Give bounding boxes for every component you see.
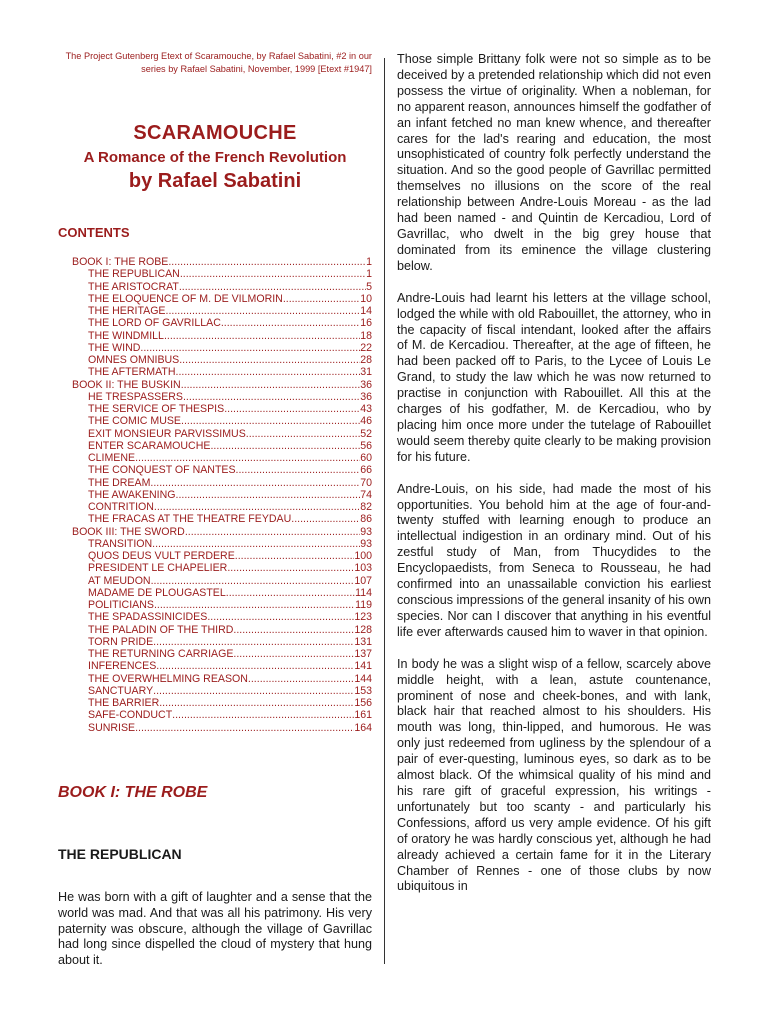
toc-page-number: 128 bbox=[354, 623, 372, 636]
toc-entry-title: THE WINDMILL bbox=[88, 329, 164, 342]
toc-chapter-link[interactable] bbox=[72, 452, 372, 464]
toc-page-number: 43 bbox=[360, 403, 372, 415]
toc-entry-title: THE DREAM bbox=[88, 476, 151, 489]
toc-page-number: 107 bbox=[354, 574, 372, 587]
toc-leader-dots bbox=[153, 685, 354, 697]
toc-entry-title: THE AWAKENING bbox=[88, 488, 176, 501]
toc-leader-dots bbox=[135, 722, 354, 734]
toc-chapter-link[interactable] bbox=[72, 403, 372, 415]
toc-entry-title: PRESIDENT LE CHAPELIER bbox=[88, 562, 228, 575]
toc-book-link[interactable] bbox=[72, 256, 372, 268]
toc-leader-dots bbox=[185, 526, 360, 538]
toc-chapter-link[interactable] bbox=[72, 722, 372, 734]
toc-chapter-link[interactable] bbox=[72, 562, 372, 574]
toc-leader-dots bbox=[164, 330, 360, 342]
toc-chapter-link[interactable] bbox=[72, 501, 372, 513]
toc-chapter-link[interactable] bbox=[72, 538, 372, 550]
toc-chapter-link[interactable] bbox=[72, 415, 372, 427]
toc-leader-dots bbox=[221, 317, 360, 329]
toc-leader-dots bbox=[224, 403, 360, 415]
toc-entry-title: EXIT MONSIEUR PARVISSIMUS bbox=[88, 427, 246, 440]
toc-chapter-link[interactable] bbox=[72, 317, 372, 329]
toc-page-number: 82 bbox=[360, 501, 372, 513]
toc-page-number: 5 bbox=[366, 280, 372, 293]
toc-leader-dots bbox=[181, 415, 360, 427]
toc-page-number: 1 bbox=[366, 268, 372, 281]
toc-leader-dots bbox=[154, 599, 355, 611]
toc-chapter-link[interactable] bbox=[72, 575, 372, 587]
toc-leader-dots bbox=[176, 489, 361, 501]
toc-chapter-link[interactable] bbox=[72, 489, 372, 501]
toc-chapter-link[interactable] bbox=[72, 464, 372, 476]
toc-page-number: 14 bbox=[360, 305, 372, 317]
toc-entry-title: THE ARISTOCRAT bbox=[88, 280, 179, 293]
toc-chapter-link[interactable] bbox=[72, 281, 372, 293]
toc-leader-dots bbox=[236, 464, 361, 476]
toc-leader-dots bbox=[166, 305, 361, 317]
toc-chapter-link[interactable] bbox=[72, 428, 372, 440]
toc-page-number: 28 bbox=[360, 354, 372, 366]
toc-page-number: 103 bbox=[354, 562, 372, 575]
toc-chapter-link[interactable] bbox=[72, 673, 372, 685]
toc-page-number: 156 bbox=[354, 697, 372, 709]
body-paragraph: Andre-Louis had learnt his letters at the village school, lodged the while with old Rabouillet, the attorney, who in the capacity of fiscal intendant, looked after the affairs of M. de Kercadiou. Thereafter, at the age of fifteen, he had been packed off to Paris, to the Lycee of Louis Le Grand, to study the law which he was now returned to practise in conjunction with Rabouillet. All this at the charges of his godfather, M. de Kercadiou, who by placing him once more under the tutelage of Rabouillet would seem thereby quite clearly to be making provision for his future. bbox=[397, 290, 711, 464]
toc-entry-title: SANCTUARY bbox=[88, 684, 154, 697]
toc-leader-dots bbox=[246, 428, 360, 440]
toc-leader-dots bbox=[235, 550, 355, 562]
toc-leader-dots bbox=[183, 391, 360, 403]
toc-leader-dots bbox=[233, 648, 354, 660]
toc-page-number: 70 bbox=[360, 476, 372, 489]
toc-chapter-link[interactable] bbox=[72, 550, 372, 562]
toc-chapter-link[interactable] bbox=[72, 342, 372, 354]
toc-chapter-link[interactable] bbox=[72, 624, 372, 636]
right-column bbox=[397, 52, 711, 895]
toc-entry-title: TORN PRIDE bbox=[88, 635, 154, 648]
toc-page-number: 74 bbox=[360, 488, 372, 501]
toc-leader-dots bbox=[140, 342, 360, 354]
toc-leader-dots bbox=[168, 256, 366, 268]
toc-chapter-link[interactable] bbox=[72, 599, 372, 611]
body-paragraph: Andre-Louis, on his side, had made the most of his opportunities. You behold him at the age of four-and-twenty stuffed with learning enough to produce an intellectual indigestion in an ordinary mind. Out of his zestful study of Man, from Thucydides to the Encyclopaedists, from Seneca to Rousseau, he had confirmed into an unassailable conviction his earliest conscious impressions of the general insanity of his own species. Nor can I discover that anything in his eventful life ever afterwards caused him to waver in that opinion. bbox=[397, 481, 711, 639]
toc-leader-dots bbox=[227, 562, 354, 574]
toc-entry-title: THE OVERWHELMING REASON bbox=[88, 672, 248, 685]
toc-book-link[interactable] bbox=[72, 379, 372, 391]
toc-entry-title: THE FRACAS AT THE THEATRE FEYDAU bbox=[88, 513, 292, 526]
toc-page-number: 46 bbox=[360, 415, 372, 428]
toc-entry-title: QUOS DEUS VULT PERDERE bbox=[88, 550, 235, 562]
toc-leader-dots bbox=[233, 624, 354, 636]
toc-entry-title: THE SPADASSINICIDES bbox=[88, 611, 208, 624]
toc-page-number: 119 bbox=[355, 599, 372, 611]
toc-page-number: 16 bbox=[360, 317, 372, 330]
toc-entry-title: THE AFTERMATH bbox=[88, 366, 176, 379]
toc-entry-title: CONTRITION bbox=[88, 501, 154, 513]
toc-page-number: 114 bbox=[355, 586, 372, 599]
toc-chapter-link[interactable] bbox=[72, 636, 372, 648]
toc-entry-title: AT MEUDON bbox=[88, 574, 151, 587]
toc-leader-dots bbox=[207, 611, 354, 623]
toc-chapter-link[interactable] bbox=[72, 440, 372, 452]
toc-entry-title: THE REPUBLICAN bbox=[88, 268, 180, 281]
toc-leader-dots bbox=[156, 660, 354, 672]
toc-leader-dots bbox=[226, 587, 355, 599]
toc-entry-title: THE WIND bbox=[88, 341, 141, 354]
toc-chapter-link[interactable] bbox=[72, 391, 372, 403]
toc-entry-title: THE PALADIN OF THE THIRD bbox=[88, 623, 234, 636]
toc-entry-title: ENTER SCARAMOUCHE bbox=[88, 439, 211, 452]
toc-leader-dots bbox=[135, 452, 360, 464]
toc-page-number: 100 bbox=[354, 550, 372, 562]
toc-chapter-link[interactable] bbox=[72, 477, 372, 489]
toc-leader-dots bbox=[181, 379, 360, 391]
toc-page-number: 93 bbox=[360, 537, 372, 550]
toc-leader-dots bbox=[283, 293, 360, 305]
header-note: The Project Gutenberg Etext of Scaramouche, by Rafael Sabatini, #2 in our series by Rafael Sabatini, November, 1999 [Etext #1947] bbox=[65, 51, 372, 74]
toc-leader-dots bbox=[151, 575, 355, 587]
toc-entry-title: THE BARRIER bbox=[88, 697, 160, 709]
book-subtitle: A Romance of the French Revolution bbox=[83, 149, 347, 166]
body-paragraph: Those simple Brittany folk were not so simple as to be deceived by a pretended relationship which did not even possess the virtue of originality. When a nobleman, for no apparent reason, announces himself the godfather of an infant fetched no man knew whence, and thereafter cares for the lad's rearing and education, the most unsophisticated of country folk perfectly understand the situation. And so the good people of Gavrillac permitted themselves no illusions on the score of the real relationship between Andre-Louis Moreau - as the lad had been named - and Quintin de Kercadiou, Lord of Gavrillac, who dwelt in the big grey house that dominated from its eminence the village clustering below. bbox=[397, 52, 711, 273]
toc-chapter-link[interactable] bbox=[72, 268, 372, 280]
toc-leader-dots bbox=[210, 440, 360, 452]
toc-page-number: 36 bbox=[360, 378, 372, 391]
book-heading: BOOK I: THE ROBE bbox=[58, 783, 208, 801]
toc-chapter-link[interactable] bbox=[72, 648, 372, 660]
toc-entry-title: BOOK I: THE ROBE bbox=[72, 256, 169, 268]
toc-entry-title: THE RETURNING CARRIAGE bbox=[88, 648, 234, 660]
toc-chapter-link[interactable] bbox=[72, 611, 372, 623]
toc-leader-dots bbox=[179, 281, 366, 293]
toc-page-number: 52 bbox=[360, 427, 372, 440]
toc-entry-title: TRANSITION bbox=[88, 537, 153, 550]
toc-entry-title: INFERENCES bbox=[88, 660, 157, 673]
toc-chapter-link[interactable] bbox=[72, 366, 372, 378]
toc-entry-title: THE CONQUEST OF NANTES bbox=[88, 464, 236, 477]
toc-page-number: 18 bbox=[360, 329, 372, 342]
toc-entry-title: BOOK III: THE SWORD bbox=[72, 525, 185, 538]
toc-leader-dots bbox=[291, 513, 360, 525]
toc-chapter-link[interactable] bbox=[72, 330, 372, 342]
toc-page-number: 10 bbox=[360, 292, 372, 305]
toc-page-number: 164 bbox=[354, 721, 372, 734]
toc-page-number: 153 bbox=[354, 684, 372, 697]
toc-entry-title: SAFE-CONDUCT bbox=[88, 709, 173, 722]
column-divider bbox=[384, 58, 385, 964]
toc-entry-title: THE LORD OF GAVRILLAC bbox=[88, 317, 221, 330]
toc-page-number: 60 bbox=[360, 452, 372, 464]
toc-chapter-link[interactable] bbox=[72, 305, 372, 317]
toc-entry-title: MADAME DE PLOUGASTEL bbox=[88, 586, 226, 599]
book-author: by Rafael Sabatini bbox=[128, 170, 302, 192]
toc-book-link[interactable] bbox=[72, 526, 372, 538]
left-column bbox=[58, 50, 372, 969]
toc-leader-dots bbox=[180, 268, 366, 280]
toc-leader-dots bbox=[179, 354, 360, 366]
toc-leader-dots bbox=[153, 636, 354, 648]
toc-leader-dots bbox=[152, 538, 360, 550]
toc-page-number: 131 bbox=[354, 635, 372, 648]
toc-leader-dots bbox=[150, 477, 360, 489]
toc-chapter-link[interactable] bbox=[72, 660, 372, 672]
toc-page-number: 93 bbox=[360, 525, 372, 538]
toc-page-number: 31 bbox=[360, 366, 372, 379]
toc-entry-title: OMNES OMNIBUS bbox=[88, 354, 180, 366]
toc-page-number: 161 bbox=[354, 709, 372, 722]
chapter-heading: THE REPUBLICAN bbox=[58, 845, 182, 862]
toc-chapter-link[interactable] bbox=[72, 513, 372, 525]
toc-entry-title: POLITICIANS bbox=[88, 599, 154, 611]
toc-entry-title: THE ELOQUENCE OF M. DE VILMORIN bbox=[88, 292, 283, 305]
toc-chapter-link[interactable] bbox=[72, 709, 372, 721]
toc-chapter-link[interactable] bbox=[72, 354, 372, 366]
toc-page-number: 1 bbox=[366, 256, 372, 268]
toc-entry-title: SUNRISE bbox=[88, 721, 136, 734]
toc-entry-title: BOOK II: THE BUSKIN bbox=[72, 378, 181, 391]
toc-entry-title: THE COMIC MUSE bbox=[88, 415, 181, 428]
toc-leader-dots bbox=[154, 501, 360, 513]
toc-entry-title: THE HERITAGE bbox=[88, 305, 166, 317]
body-paragraph: In body he was a slight wisp of a fellow, scarcely above middle height, with a lean, astute countenance, prominent of nose and cheek-bones, and with lank, black hair that reached almost to his shoulders. His mouth was long, thin-lipped, and humorous. He was only just redeemed from ugliness by the splendour of a pair of ever-questing, luminous eyes, so dark as to be almost black. Of the whimsical quality of his mind and his rare gift of graceful expression, his writings - unfortunately but too scanty - and particularly his Confessions, afford us very ample evidence. Of his gift of oratory he was hardly conscious yet, although he had already achieved a certain fame for it in the Literary Chamber of Rennes - one of those clubs by now ubiquitous in bbox=[397, 656, 711, 894]
toc-page-number: 36 bbox=[360, 390, 372, 403]
toc-page-number: 56 bbox=[360, 439, 372, 452]
toc-entry-title: THE SERVICE OF THESPIS bbox=[88, 403, 225, 415]
toc-entry-title: HE TRESPASSERS bbox=[88, 390, 183, 403]
book-title: SCARAMOUCHE bbox=[133, 122, 297, 144]
table-of-contents bbox=[72, 256, 372, 734]
toc-page-number: 141 bbox=[354, 660, 372, 673]
toc-leader-dots bbox=[159, 697, 354, 709]
body-paragraph: He was born with a gift of laughter and a sense that the world was mad. And that was all his patrimony. His very paternity was obscure, although the village of Gavrillac had long since dispelled the cloud of mystery that hung about it. bbox=[58, 889, 372, 968]
toc-chapter-link[interactable] bbox=[72, 293, 372, 305]
toc-leader-dots bbox=[176, 366, 361, 378]
toc-entry-title: CLIMENE bbox=[88, 452, 136, 464]
toc-chapter-link[interactable] bbox=[72, 697, 372, 709]
toc-chapter-link[interactable] bbox=[72, 685, 372, 697]
toc-leader-dots bbox=[172, 709, 354, 721]
toc-leader-dots bbox=[248, 673, 354, 685]
toc-page-number: 22 bbox=[360, 341, 372, 354]
toc-page-number: 86 bbox=[360, 513, 372, 526]
toc-page-number: 137 bbox=[354, 648, 372, 660]
toc-page-number: 144 bbox=[354, 672, 372, 685]
contents-heading: CONTENTS bbox=[58, 225, 130, 240]
toc-page-number: 123 bbox=[354, 611, 372, 624]
toc-page-number: 66 bbox=[360, 464, 372, 477]
toc-chapter-link[interactable] bbox=[72, 587, 372, 599]
